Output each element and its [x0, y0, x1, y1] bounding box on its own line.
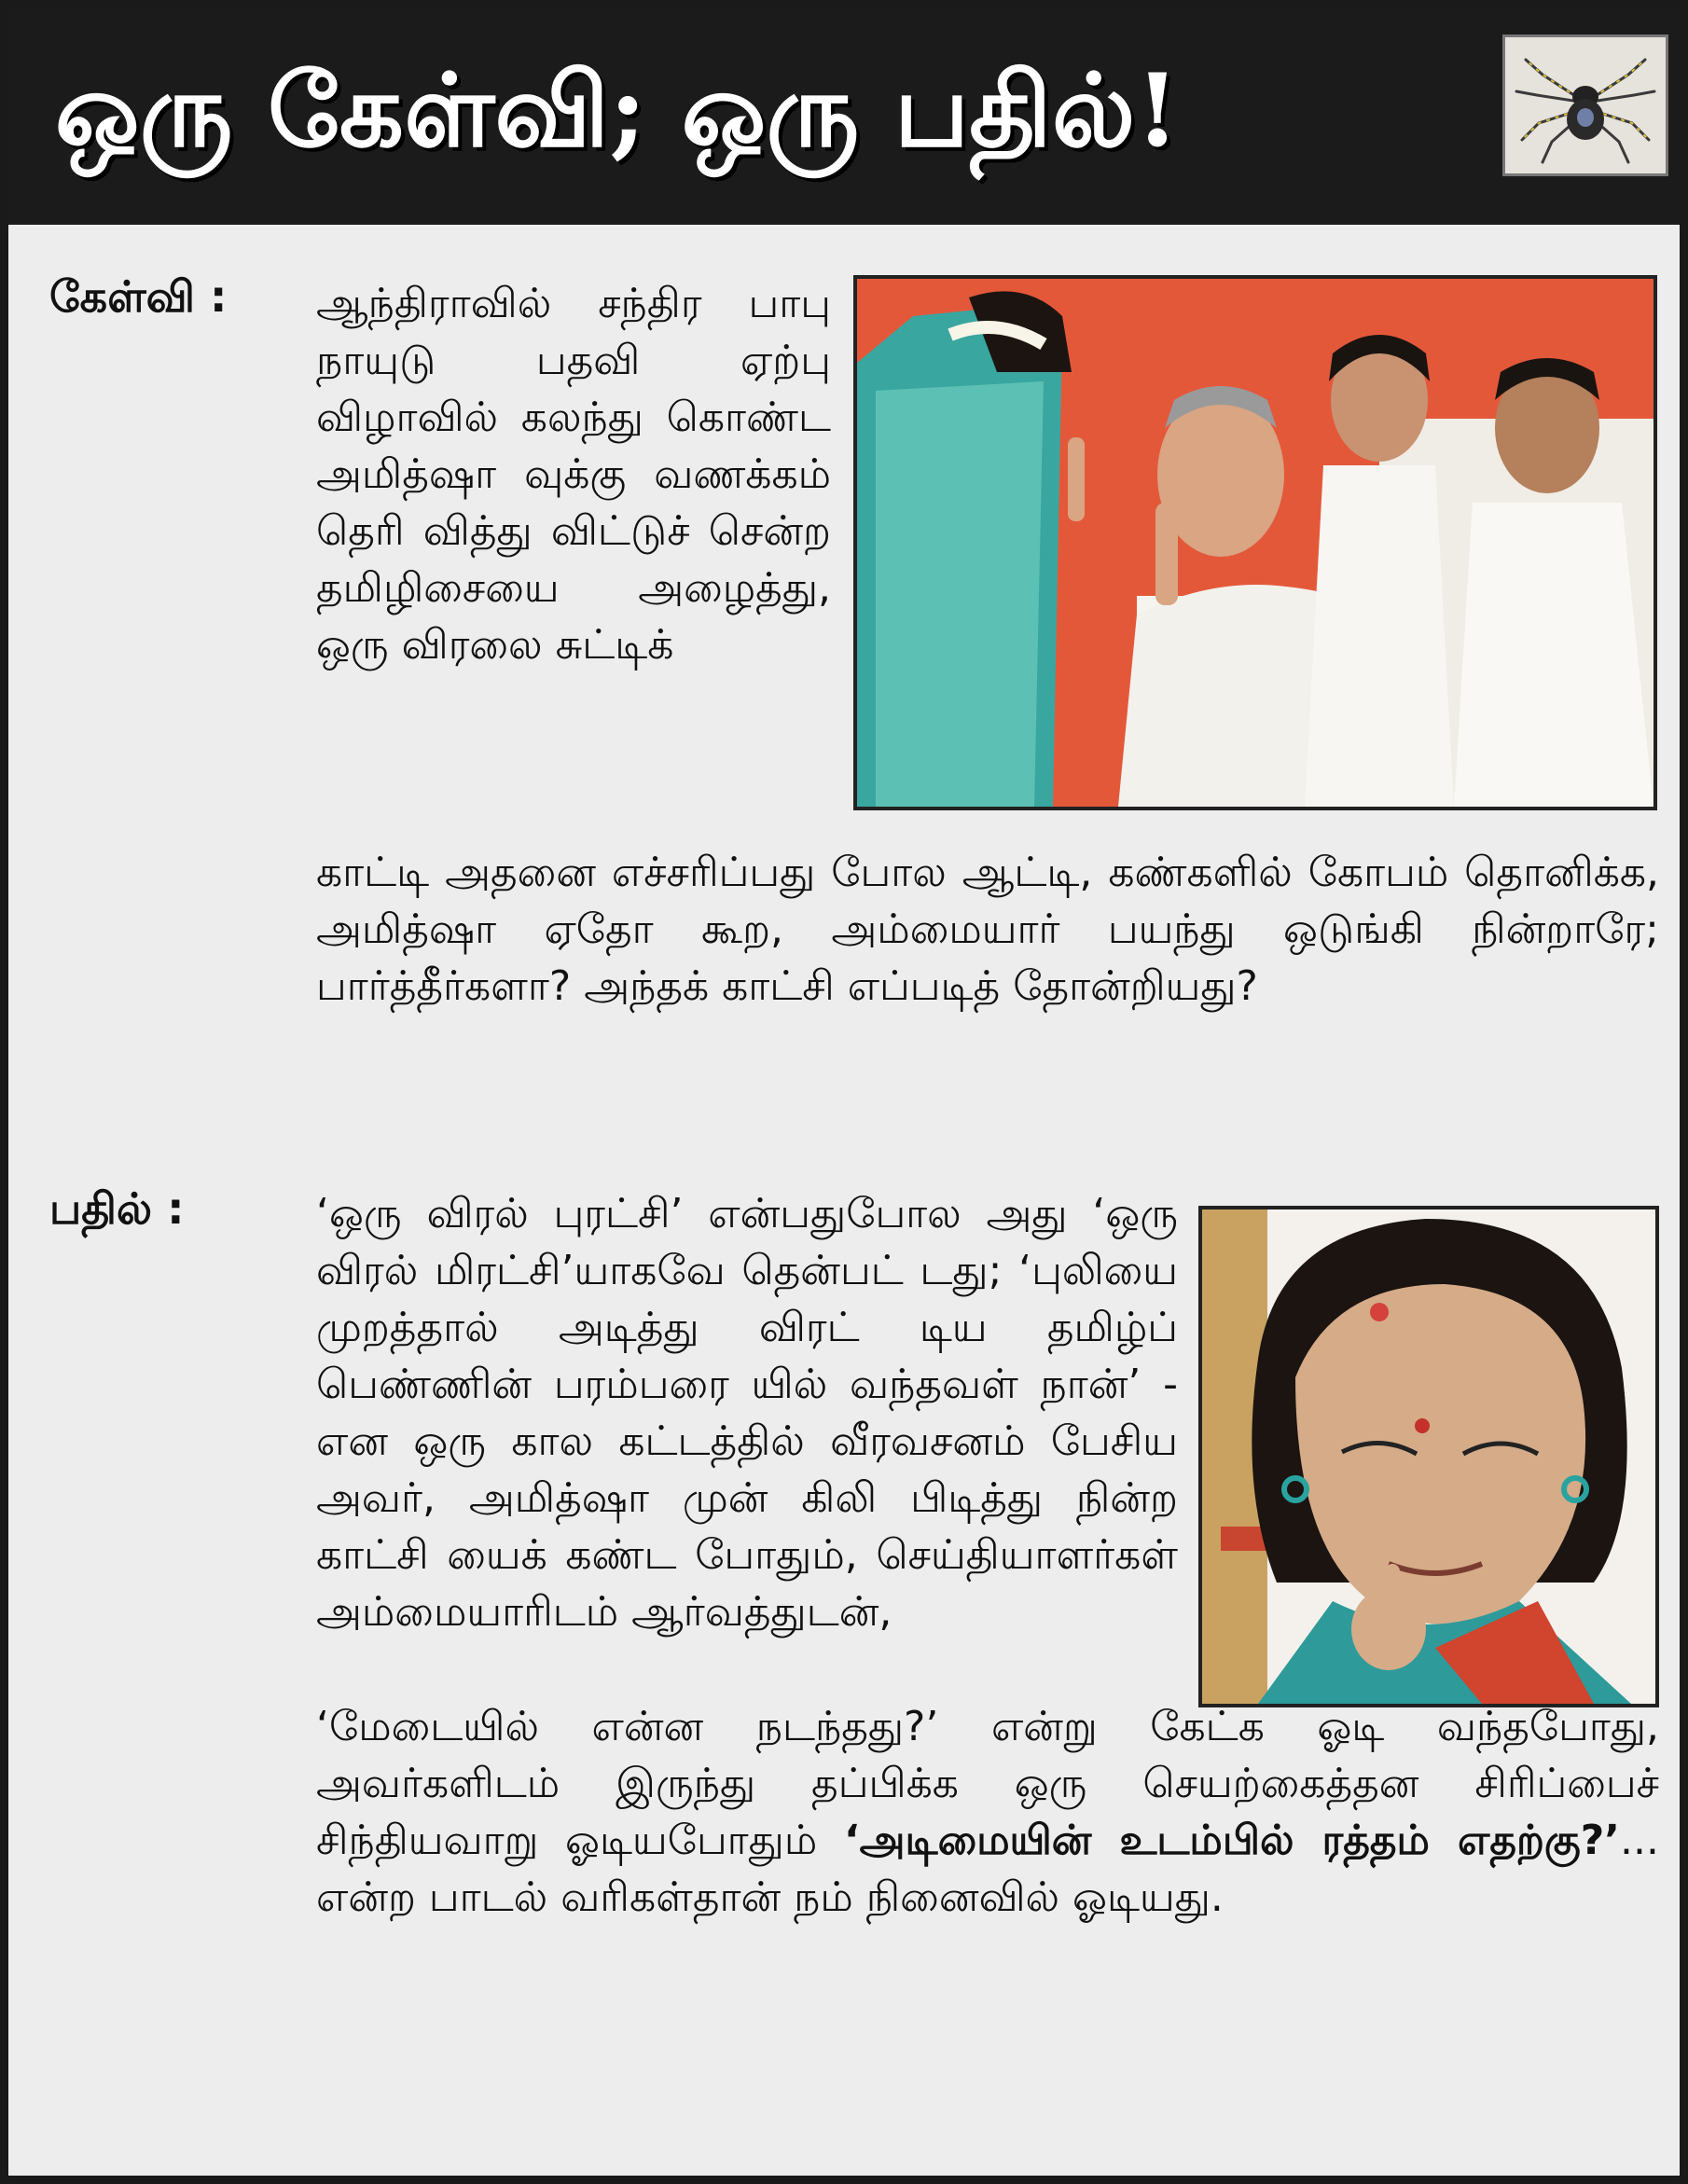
- caricature-illustration: [1198, 1206, 1659, 1707]
- answer-label: பதில் :: [49, 1183, 185, 1234]
- answer-quote-bold: ‘அடிமையின் உடம்பில் ரத்தம் எதற்கு?’: [843, 1817, 1621, 1864]
- answer-text-wide-plain: ‘மேடையில் என்ன நடந்தது?’ என்று கேட்க ஓடி வந்தபோது, அவர்களிடம் இருந்து தப்பிக்க ஒரு செயற்கைத்தன சிரிப்பைச் சிந்தியவாறு ஓடியபோதும்: [316, 1703, 1659, 1864]
- answer-text-narrow: ‘ஒரு விரல் புரட்சி’ என்பதுபோல அது ‘ஒரு விரல் மிரட்சி’யாகவே தென்பட் டது; ‘புலியை முறத்தால் அடித்து விரட் டிய தமிழ்ப் பெண்ணின் பரம்பரை யில் வந்தவள் நான்’ - என ஒரு கால கட்டத்தில் வீரவசனம் பேசிய அவர், அமித்ஷா முன் கிலி பிடித்து நின்ற காட்சி யைக் கண்ட போதும், செய்தியாளர்கள் அம்மையாரிடம் ஆர்வத்துடன்,: [316, 1190, 1178, 1636]
- spider-logo-icon: [1502, 35, 1668, 176]
- answer-text-end: ... என்ற பாடல் வரிகள்தான் நம் நினைவில் ஓடியது.: [316, 1817, 1659, 1921]
- page-title: ஒரு கேள்வி; ஒரு பதில்!: [55, 52, 1180, 170]
- question-text-wide: காட்டி அதனை எச்சரிப்பது போல ஆட்டி, கண்களில் கோபம் தொனிக்க, அமித்ஷா ஏதோ கூற, அம்மையார் பயந்து ஒடுங்கி நின்றாரே; பார்த்தீர்களா? அந்தக் காட்சி எப்படித் தோன்றியது?: [316, 849, 1659, 1010]
- article-frame: [6, 6, 1682, 2178]
- question-text-narrow: ஆந்திராவில் சந்திர பாபு நாயுடு பதவி ஏற்பு விழாவில் கலந்து கொண்ட அமித்ஷா வுக்கு வணக்கம் தெரி வித்து விட்டுச் சென்ற தமிழிசையை அழைத்து, ஒரு விரலை சுட்டிக்: [316, 280, 831, 669]
- answer-text-wide: [316, 1698, 1659, 1926]
- news-photo: [853, 275, 1657, 810]
- question-label: கேள்வி :: [49, 271, 228, 322]
- header-banner: [8, 8, 1680, 225]
